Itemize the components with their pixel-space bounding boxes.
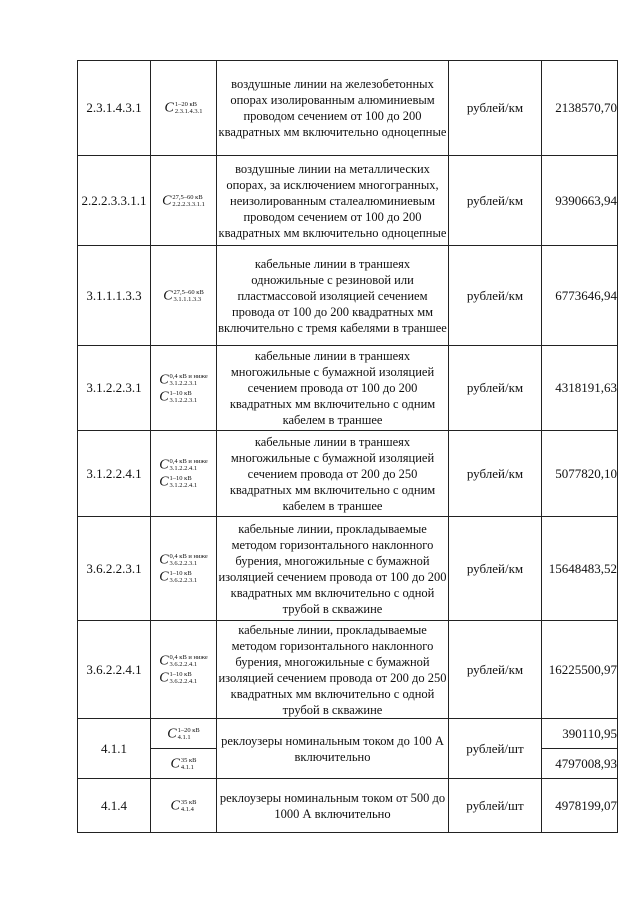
cost-rate-symbol	[159, 458, 208, 472]
symbol-subscript: 4.1.1	[180, 763, 194, 771]
symbol-letter: C	[170, 798, 180, 813]
symbol-indices	[170, 475, 198, 489]
symbol-cell	[151, 779, 217, 833]
symbol-superscript: 1–20 кВ	[174, 101, 197, 108]
symbol-cell	[151, 749, 217, 779]
symbol-superscript: 1–20 кВ	[177, 726, 200, 734]
symbol-indices	[170, 570, 198, 584]
row-code: 3.1.2.2.4.1	[78, 431, 151, 517]
symbol-group	[163, 286, 204, 306]
symbol-indices	[174, 289, 204, 303]
row-value: 16225500,97	[542, 621, 618, 719]
symbol-letter: C	[159, 569, 169, 585]
symbol-subscript: 3.1.2.2.4.1	[169, 465, 198, 472]
row-value: 2138570,70	[542, 61, 618, 156]
row-code: 3.1.1.1.3.3	[78, 246, 151, 346]
symbol-indices	[175, 101, 203, 115]
symbol-subscript: 3.1.1.1.3.3	[173, 295, 202, 303]
symbol-subscript: 3.6.2.2.3.1	[169, 560, 198, 567]
row-description: воздушные линии на металлических опорах, за исключением многогранных, неизолированным сталеалюминиевым проводом сечением от 100 до 200 квадратных мм включительно одноцепные	[217, 156, 449, 246]
symbol-cell	[151, 517, 217, 621]
symbol-subscript: 3.1.2.2.3.1	[169, 396, 198, 404]
symbol-superscript: 1–10 кВ	[169, 389, 192, 397]
cost-rate-symbol	[159, 671, 208, 685]
symbol-group	[159, 651, 208, 688]
symbol-letter: C	[167, 726, 177, 741]
symbol-group	[171, 796, 197, 816]
row-value: 4318191,63	[542, 346, 618, 431]
row-description: кабельные линии, прокладываемые методом горизонтального наклонного бурения, многожильные с бумажной изоляцией сечением провода от 200 до 250 квадратных мм включительно с одной трубой в скважине	[218, 622, 447, 717]
symbol-superscript: 1–10 кВ	[169, 671, 192, 678]
symbol-group	[159, 455, 208, 492]
row-unit: рублей/шт	[449, 779, 542, 833]
symbol-letter: C	[159, 457, 169, 473]
row-unit: рублей/км	[449, 346, 542, 431]
symbol-superscript: 0,4 кВ и ниже	[169, 654, 208, 661]
symbol-indices	[181, 799, 197, 813]
row-description: кабельные линии в траншеях одножильные с резиновой или пластмассовой изоляцией сечением провода от 100 до 200 квадратных мм включительно с тремя кабелями в траншее	[217, 246, 449, 346]
row-unit: рублей/км	[449, 61, 542, 156]
row-value: 4797008,93	[542, 749, 618, 779]
symbol-cell	[151, 61, 217, 156]
symbol-indices	[170, 553, 208, 567]
cost-rate-symbol	[159, 373, 208, 387]
symbol-subscript: 3.6.2.2.4.1	[169, 661, 198, 668]
symbol-cell	[151, 246, 217, 346]
symbol-subscript: 2.3.1.4.3.1	[174, 108, 203, 115]
symbol-letter: C	[170, 756, 180, 771]
row-code: 2.2.2.3.3.1.1	[78, 156, 151, 246]
table-row	[78, 246, 618, 346]
row-code: 3.1.2.2.3.1	[78, 346, 151, 431]
symbol-subscript: 4.1.4	[180, 805, 194, 813]
row-description: воздушные линии на железобетонных опорах изолированным алюминиевым проводом сечением от 100 до 200 квадратных мм включительно одноцепные	[217, 61, 449, 156]
symbol-letter: C	[164, 100, 174, 116]
symbol-subscript: 3.6.2.2.4.1	[169, 678, 198, 685]
symbol-subscript: 4.1.1	[177, 733, 191, 741]
symbol-letter: C	[159, 552, 169, 568]
cost-rate-symbol	[159, 654, 208, 668]
symbol-letter: C	[162, 193, 172, 208]
symbol-letter: C	[159, 474, 169, 490]
symbol-superscript: 0,4 кВ и ниже	[169, 553, 208, 560]
row-code: 4.1.4	[78, 779, 151, 833]
table-row	[78, 61, 618, 156]
row-value: 9390663,94	[542, 156, 618, 246]
symbol-indices	[170, 458, 208, 472]
table-row	[78, 517, 618, 621]
symbol-subscript: 3.1.2.2.4.1	[169, 482, 198, 489]
symbol-subscript: 3.6.2.2.3.1	[169, 577, 198, 584]
symbol-group	[171, 754, 197, 774]
cost-rate-symbol	[159, 390, 208, 404]
symbol-cell	[151, 156, 217, 246]
symbol-group	[167, 724, 199, 744]
symbol-indices	[178, 727, 200, 741]
symbol-group	[159, 370, 208, 407]
symbol-superscript: 35 кВ	[180, 798, 197, 806]
symbol-superscript: 0,4 кВ и ниже	[169, 458, 208, 465]
row-value: 4978199,07	[542, 779, 618, 833]
symbol-letter: C	[163, 288, 173, 303]
symbol-superscript: 1–10 кВ	[169, 570, 192, 577]
symbol-letter: C	[159, 670, 169, 686]
row-description: реклоузеры номинальным током до 100 А включительно	[217, 719, 449, 779]
row-value: 390110,95	[542, 719, 618, 749]
cost-rate-symbol	[171, 799, 197, 813]
symbol-cell	[151, 621, 217, 719]
symbol-indices	[170, 654, 208, 668]
row-description: реклоузеры номинальным током от 500 до 1000 А включительно	[217, 779, 449, 833]
cost-rate-symbol	[163, 289, 204, 303]
row-description: кабельные линии в траншеях многожильные с бумажной изоляцией сечением провода от 200 до 250 квадратных мм включительно с одним кабелем в траншее	[217, 431, 449, 517]
symbol-indices	[170, 390, 198, 404]
row-unit: рублей/км	[449, 431, 542, 517]
symbol-group	[165, 98, 203, 118]
row-value: 5077820,10	[542, 431, 618, 517]
row-value: 15648483,52	[542, 517, 618, 621]
row-unit: рублей/шт	[449, 719, 542, 779]
symbol-cell	[151, 346, 217, 431]
symbol-indices	[170, 671, 198, 685]
row-unit: рублей/км	[449, 246, 542, 346]
symbol-superscript: 27,5–60 кВ	[172, 193, 203, 201]
cost-rate-symbol	[165, 101, 203, 115]
cost-rate-symbol	[167, 727, 199, 741]
row-description: кабельные линии, прокладываемые методом горизонтального наклонного бурения, многожильные с бумажной изоляцией сечением провода от 100 до 200 квадратных мм включительно с одной трубой в скважине	[217, 517, 449, 621]
symbol-indices	[170, 373, 208, 387]
row-code: 3.6.2.2.4.1	[78, 621, 151, 719]
symbol-letter: C	[159, 389, 169, 404]
symbol-superscript: 27,5–60 кВ	[173, 288, 204, 296]
symbol-indices	[181, 757, 197, 771]
cost-rate-symbol	[159, 553, 208, 567]
table-row	[78, 156, 618, 246]
tariff-table	[77, 60, 618, 833]
table-row	[78, 621, 618, 719]
table-row	[78, 719, 618, 749]
row-unit: рублей/км	[449, 621, 542, 719]
symbol-superscript: 1–10 кВ	[169, 475, 192, 482]
row-unit: рублей/км	[449, 156, 542, 246]
symbol-cell	[151, 719, 217, 749]
symbol-indices	[172, 194, 205, 208]
cost-rate-symbol	[159, 475, 208, 489]
row-code: 2.3.1.4.3.1	[78, 61, 151, 156]
symbol-letter: C	[159, 372, 169, 387]
symbol-group	[162, 191, 205, 211]
table-row	[78, 431, 618, 517]
table-row	[78, 346, 618, 431]
row-code: 4.1.1	[78, 719, 151, 779]
symbol-cell	[151, 431, 217, 517]
cost-rate-symbol	[159, 570, 208, 584]
symbol-subscript: 2.2.2.3.3.1.1	[172, 200, 205, 208]
cost-rate-symbol	[162, 194, 205, 208]
symbol-letter: C	[159, 653, 169, 669]
row-code: 3.6.2.2.3.1	[78, 517, 151, 621]
row-unit: рублей/км	[449, 517, 542, 621]
symbol-superscript: 0,4 кВ и ниже	[169, 372, 208, 380]
symbol-subscript: 3.1.2.2.3.1	[169, 379, 198, 387]
row-description: кабельные линии в траншеях многожильные с бумажной изоляцией сечением провода от 100 до 200 квадратных мм включительно с одним кабелем в траншее	[217, 346, 449, 431]
cost-rate-symbol	[171, 757, 197, 771]
symbol-group	[159, 550, 208, 587]
symbol-superscript: 35 кВ	[180, 756, 197, 764]
row-value: 6773646,94	[542, 246, 618, 346]
table-row	[78, 779, 618, 833]
